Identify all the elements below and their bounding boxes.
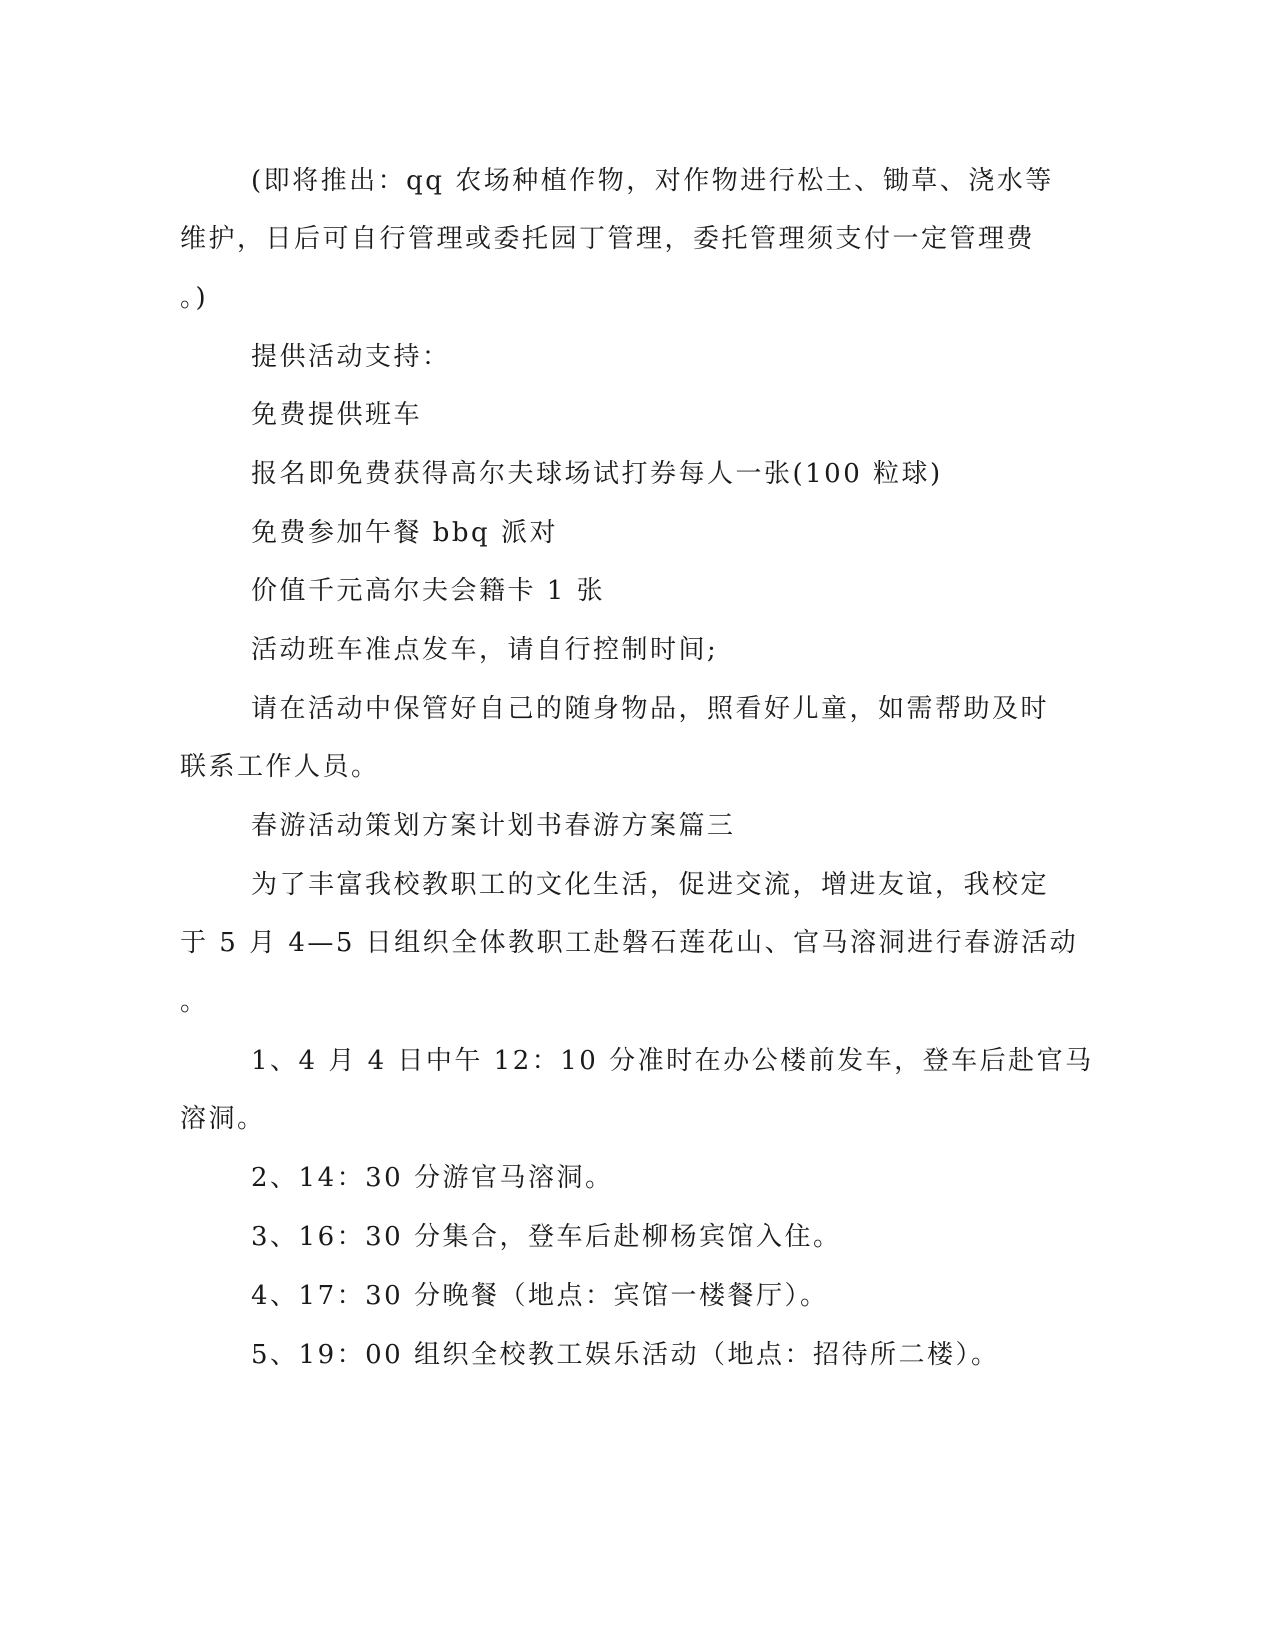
- paragraph-line: 活动班车准点发车，请自行控制时间;: [251, 635, 719, 665]
- schedule-item: 溶洞。: [180, 1104, 266, 1134]
- paragraph-line: (即将推出：qq 农场种植作物，对作物进行松土、锄草、浇水等: [251, 166, 1054, 196]
- paragraph-line: 为了丰富我校教职工的文化生活，促进交流，增进友谊，我校定: [251, 870, 1050, 900]
- paragraph-line: 联系工作人员。: [180, 752, 380, 782]
- schedule-item: 3、16：30 分集合，登车后赴柳杨宾馆入住。: [251, 1222, 842, 1252]
- paragraph-line: 价值千元高尔夫会籍卡 1 张: [251, 576, 606, 606]
- document-body: [180, 0, 1094, 1650]
- paragraph-line: 。: [180, 987, 209, 1017]
- paragraph-line: 。): [180, 283, 209, 313]
- paragraph-line: 于 5 月 4—5 日组织全体教职工赴磐石莲花山、官马溶洞进行春游活动: [180, 928, 1079, 958]
- section-heading: 春游活动策划方案计划书春游方案篇三: [251, 811, 736, 841]
- schedule-item: 4、17：30 分晚餐（地点：宾馆一楼餐厅）。: [251, 1281, 829, 1311]
- paragraph-line: 提供活动支持：: [251, 342, 451, 372]
- schedule-item: 1、4 月 4 日中午 12：10 分准时在办公楼前发车，登车后赴官马: [251, 1046, 1094, 1076]
- paragraph-line: 免费提供班车: [251, 400, 423, 430]
- schedule-item: 2、14：30 分游官马溶洞。: [251, 1163, 614, 1193]
- paragraph-line: 请在活动中保管好自己的随身物品，照看好儿童，如需帮助及时: [251, 694, 1050, 724]
- paragraph-line: 维护，日后可自行管理或委托园丁管理，委托管理须支付一定管理费: [180, 224, 1036, 254]
- schedule-item: 5、19：00 组织全校教工娱乐活动（地点：招待所二楼）。: [251, 1340, 1000, 1370]
- paragraph-line: 报名即免费获得高尔夫球场试打券每人一张(100 粒球): [251, 459, 943, 489]
- paragraph-line: 免费参加午餐 bbq 派对: [251, 518, 558, 548]
